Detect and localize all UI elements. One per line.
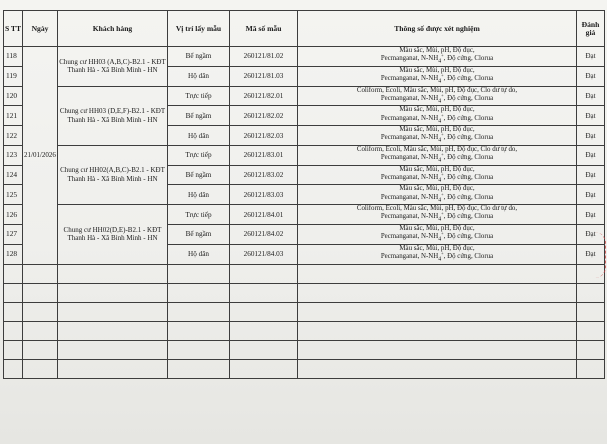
location-cell: Bể ngầm [168, 47, 230, 67]
eval-cell: Đạt [577, 47, 605, 67]
params-line-2: Pecmanganat, $N-NH_4^+$, Độ cứng, Clorua [380, 92, 494, 105]
params-text: , Độ cứng, Clorua [443, 94, 494, 102]
params-cell [298, 225, 577, 245]
stt-cell: 121 [4, 106, 23, 126]
stt-cell: 125 [4, 185, 23, 205]
sample-id-cell: 260121/82.01 [230, 86, 298, 106]
params-line-1: Coliform, Ecoli, Màu sắc, Mùi, pH, Độ đục, Clo dư tự do, [356, 205, 518, 213]
params-line-2: Pecmanganat, $N-NH_4^+$, Độ cứng, Clorua [380, 171, 494, 184]
params-cell [298, 86, 577, 106]
empty-row [4, 359, 605, 378]
params-text: , Độ cứng, Clorua [443, 154, 494, 162]
location-cell: Hộ dân [168, 185, 230, 205]
params-text: , Độ cứng, Clorua [443, 233, 494, 241]
table-row [4, 47, 605, 67]
header-row [4, 11, 605, 47]
sample-id-cell: 260121/83.01 [230, 145, 298, 165]
empty-row [4, 283, 605, 302]
params-text: , Độ cứng, Clorua [443, 114, 494, 122]
params-line-1: Màu sắc, Mùi, pH, Độ đục, [399, 106, 475, 114]
location-cell: Trực tiếp [168, 145, 230, 165]
params-cell [298, 145, 577, 165]
eval-cell: Đạt [577, 225, 605, 245]
table-row [4, 205, 605, 225]
params-text: Pecmanganat, N-NH [380, 154, 439, 162]
params-text: , Độ cứng, Clorua [443, 173, 494, 181]
params-text: Pecmanganat, N-NH [380, 233, 439, 241]
params-sup: + [441, 151, 444, 157]
location-cell: Bể ngầm [168, 165, 230, 185]
sample-id-cell: 260121/84.01 [230, 205, 298, 225]
params-cell [298, 66, 577, 86]
location-cell: Trực tiếp [168, 86, 230, 106]
customer-cell: Chung cư HH02(D,E)-B2.1 - KĐT Thanh Hà - Xã Bình Minh - HN [58, 205, 168, 264]
params-sup: + [441, 72, 444, 78]
empty-row [4, 340, 605, 359]
params-text: , Độ cứng, Clorua [443, 55, 494, 63]
eval-cell: Đạt [577, 66, 605, 86]
params-sup: + [441, 171, 444, 177]
params-sup: + [441, 191, 444, 197]
params-sup: + [441, 112, 444, 118]
params-sup: + [441, 211, 444, 217]
stt-cell: 119 [4, 66, 23, 86]
params-sup: + [441, 92, 444, 98]
eval-cell: Đạt [577, 106, 605, 126]
header-eval: Đánh giá [577, 11, 605, 47]
table-row [4, 145, 605, 165]
params-line-1: Màu sắc, Mùi, pH, Độ đục, [399, 165, 475, 173]
params-sup: + [441, 230, 444, 236]
header-stt: S TT [4, 11, 23, 47]
empty-row [4, 264, 605, 283]
params-line-1: Coliform, Ecoli, Màu sắc, Mùi, pH, Độ đục, Clo dư tự do, [356, 86, 518, 94]
sample-id-cell: 260121/84.03 [230, 244, 298, 264]
params-text: Pecmanganat, N-NH [380, 193, 439, 201]
params-cell [298, 205, 577, 225]
stt-cell: 123 [4, 145, 23, 165]
params-line-2: Pecmanganat, $N-NH_4^+$, Độ cứng, Clorua [380, 52, 494, 65]
params-line-1: Màu sắc, Mùi, pH, Độ đục, [399, 185, 475, 193]
params-line-2: Pecmanganat, $N-NH_4^+$, Độ cứng, Clorua [380, 230, 494, 243]
params-sup: + [441, 250, 444, 256]
params-line-1: Coliform, Ecoli, Màu sắc, Mùi, pH, Độ đục, Clo dư tự do, [356, 145, 518, 153]
params-text: Pecmanganat, N-NH [380, 114, 439, 122]
location-cell: Bể ngầm [168, 225, 230, 245]
params-text: , Độ cứng, Clorua [443, 213, 494, 221]
sample-id-cell: 260121/82.03 [230, 126, 298, 146]
params-sup: + [441, 52, 444, 58]
sample-id-cell: 260121/81.03 [230, 66, 298, 86]
eval-cell: Đạt [577, 126, 605, 146]
customer-cell: Chung cư HH02(A,B,C)-B2.1 - KĐT Thanh Hà - Xã Bình Minh - HN [58, 145, 168, 204]
header-params: Thông số được xét nghiệm [298, 11, 577, 47]
sample-id-cell: 260121/83.03 [230, 185, 298, 205]
params-line-1: Màu sắc, Mùi, pH, Độ đục, [399, 66, 475, 74]
params-text: Pecmanganat, N-NH [380, 173, 439, 181]
sample-id-cell: 260121/83.02 [230, 165, 298, 185]
stt-cell: 118 [4, 47, 23, 67]
params-line-2: Pecmanganat, $N-NH_4^+$, Độ cứng, Clorua [380, 72, 494, 85]
stt-cell: 124 [4, 165, 23, 185]
location-cell: Trực tiếp [168, 205, 230, 225]
params-line-2: Pecmanganat, $N-NH_4^+$, Độ cứng, Clorua [380, 250, 494, 263]
params-text: , Độ cứng, Clorua [443, 134, 494, 142]
params-line-2: Pecmanganat, $N-NH_4^+$, Độ cứng, Clorua [380, 211, 494, 223]
eval-cell: Đạt [577, 165, 605, 185]
eval-cell: Đạt [577, 244, 605, 264]
params-line-2: Pecmanganat, $N-NH_4^+$, Độ cứng, Clorua [380, 191, 494, 204]
params-line-2: Pecmanganat, $N-NH_4^+$, Độ cứng, Clorua [380, 151, 494, 164]
eval-cell: Đạt [577, 185, 605, 205]
params-cell [298, 244, 577, 264]
sample-results-table [3, 10, 605, 379]
stt-cell: 120 [4, 86, 23, 106]
params-cell [298, 126, 577, 146]
params-text: Pecmanganat, N-NH [380, 55, 439, 63]
header-sample-id: Mã số mẫu [230, 11, 298, 47]
empty-row [4, 321, 605, 340]
params-text: , Độ cứng, Clorua [443, 193, 494, 201]
stt-cell: 122 [4, 126, 23, 146]
params-line-1: Màu sắc, Mùi, pH, Độ đục, [399, 225, 475, 233]
sample-id-cell: 260121/84.02 [230, 225, 298, 245]
stt-cell: 128 [4, 244, 23, 264]
date-cell: 21/01/2026 [23, 47, 58, 265]
params-line-2: Pecmanganat, $N-NH_4^+$, Độ cứng, Clorua [380, 112, 494, 124]
params-text: , Độ cứng, Clorua [443, 74, 494, 82]
params-cell [298, 165, 577, 185]
location-cell: Hộ dân [168, 244, 230, 264]
customer-cell: Chung cư HH03 (A,B,C)-B2.1 - KĐT Thanh Hà - Xã Bình Minh - HN [58, 47, 168, 87]
params-line-1: Màu sắc, Mùi, pH, Độ đục, [399, 244, 475, 252]
sample-id-cell: 260121/82.02 [230, 106, 298, 126]
params-text: Pecmanganat, N-NH [380, 253, 439, 261]
table-row [4, 86, 605, 106]
header-location: Vị trí lấy mẫu [168, 11, 230, 47]
header-customer: Khách hàng [58, 11, 168, 47]
params-text: Pecmanganat, N-NH [380, 74, 439, 82]
params-text: Pecmanganat, N-NH [380, 213, 439, 221]
eval-cell: Đạt [577, 86, 605, 106]
params-cell [298, 106, 577, 126]
eval-cell: Đạt [577, 145, 605, 165]
params-sup: + [441, 132, 444, 138]
params-cell [298, 185, 577, 205]
header-date: Ngày [23, 11, 58, 47]
eval-cell: Đạt [577, 205, 605, 225]
params-text: , Độ cứng, Clorua [443, 253, 494, 261]
params-cell [298, 47, 577, 67]
location-cell: Hộ dân [168, 66, 230, 86]
params-line-1: Màu sắc, Mùi, pH, Độ đục, [399, 47, 475, 54]
stt-cell: 126 [4, 205, 23, 225]
params-line-1: Màu sắc, Mùi, pH, Độ đục, [399, 126, 475, 134]
params-text: Pecmanganat, N-NH [380, 134, 439, 142]
stamp-mark [595, 232, 606, 278]
location-cell: Hộ dân [168, 126, 230, 146]
location-cell: Bể ngầm [168, 106, 230, 126]
empty-row [4, 302, 605, 321]
customer-cell: Chung cư HH03 (D,E,F)-B2.1 - KĐT Thanh Hà - Xã Bình Minh - HN [58, 86, 168, 145]
sample-id-cell: 260121/81.02 [230, 47, 298, 67]
params-line-2: Pecmanganat, $N-NH_4^+$, Độ cứng, Clorua [380, 132, 494, 144]
params-text: Pecmanganat, N-NH [380, 94, 439, 102]
stt-cell: 127 [4, 225, 23, 245]
